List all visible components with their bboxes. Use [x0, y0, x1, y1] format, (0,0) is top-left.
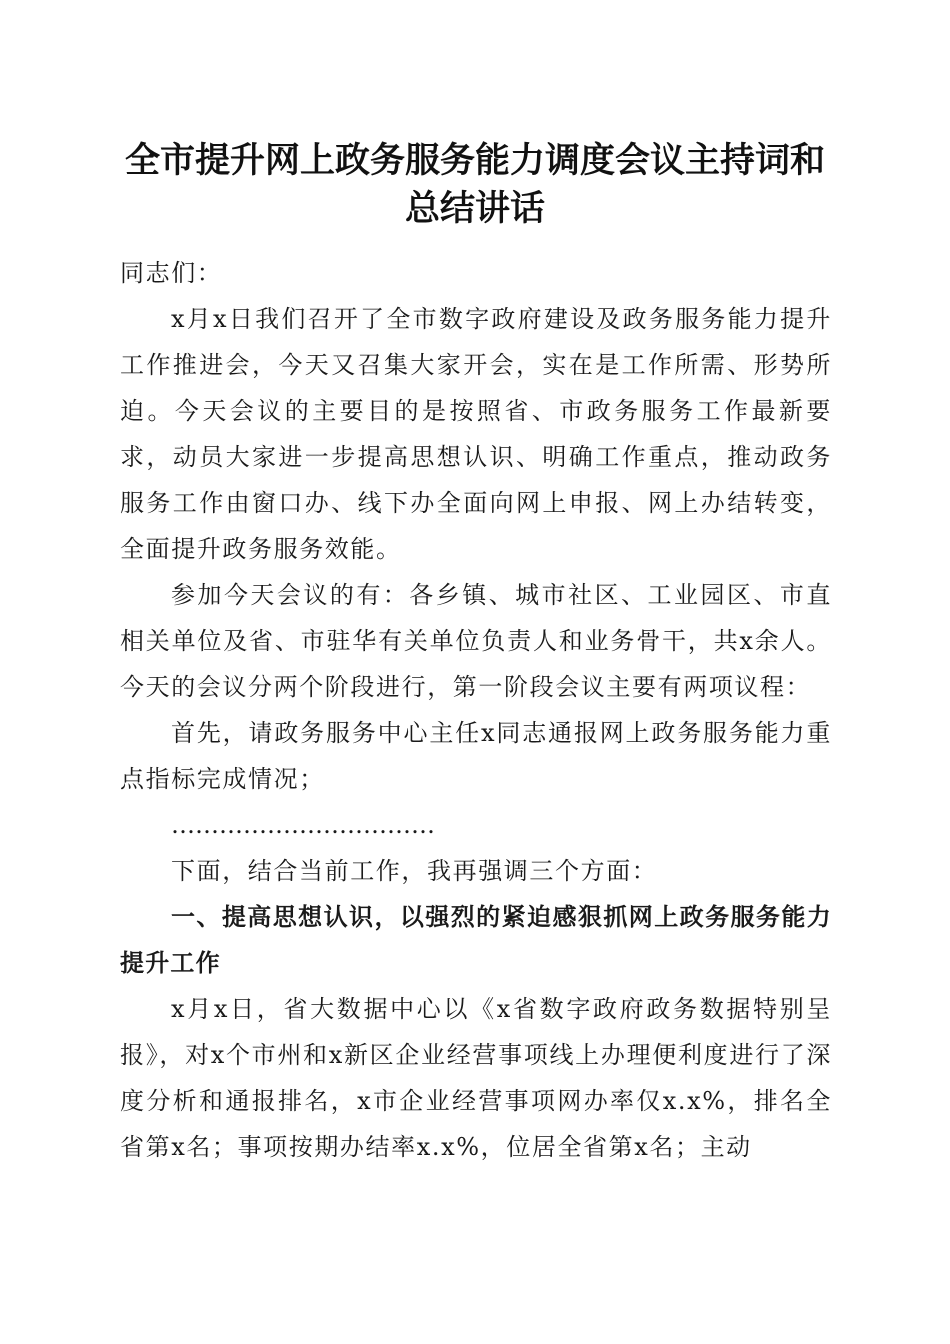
- paragraph-transition: 下面，结合当前工作，我再强调三个方面：: [171, 857, 658, 885]
- ellipsis-separator: ……………………………: [171, 811, 435, 839]
- document-body: [120, 250, 832, 1170]
- document-title-line-1: 全市提升网上政务服务能力调度会议主持词和: [124, 140, 825, 181]
- paragraph-attendees: 参加今天会议的有：各乡镇、城市社区、工业园区、市直相关单位及省、市驻华有关单位负责人和业务骨干，共x余人。今天的会议分两个阶段进行，第一阶段会议主要有两项议程：: [120, 581, 832, 701]
- paragraph-report-ranking: x月x日，省大数据中心以《x省数字政府政务数据特别呈报》，对x个市州和x新区企业经营事项线上办理便利度进行了深度分析和通报排名，x市企业经营事项网办率仅x.x%，排名全省第x名；事项按期办结率x.x%，位居全省第x名；主动: [120, 995, 832, 1161]
- salutation: 同志们：: [120, 259, 223, 287]
- paragraph-meeting-purpose: x月x日我们召开了全市数字政府建设及政务服务能力提升工作推进会，今天又召集大家开会，实在是工作所需、形势所迫。今天会议的主要目的是按照省、市政务服务工作最新要求，动员大家进一步提高思想认识、明确工作重点，推动政务服务工作由窗口办、线下办全面向网上申报、网上办结转变，全面提升政务服务效能。: [120, 305, 832, 563]
- document-title-line-2: 总结讲话: [404, 188, 545, 229]
- paragraph-agenda-first: 首先，请政务服务中心主任x同志通报网上政务服务能力重点指标完成情况；: [120, 719, 832, 793]
- section-heading-1: 一、提高思想认识，以强烈的紧迫感狠抓网上政务服务能力提升工作: [120, 903, 832, 977]
